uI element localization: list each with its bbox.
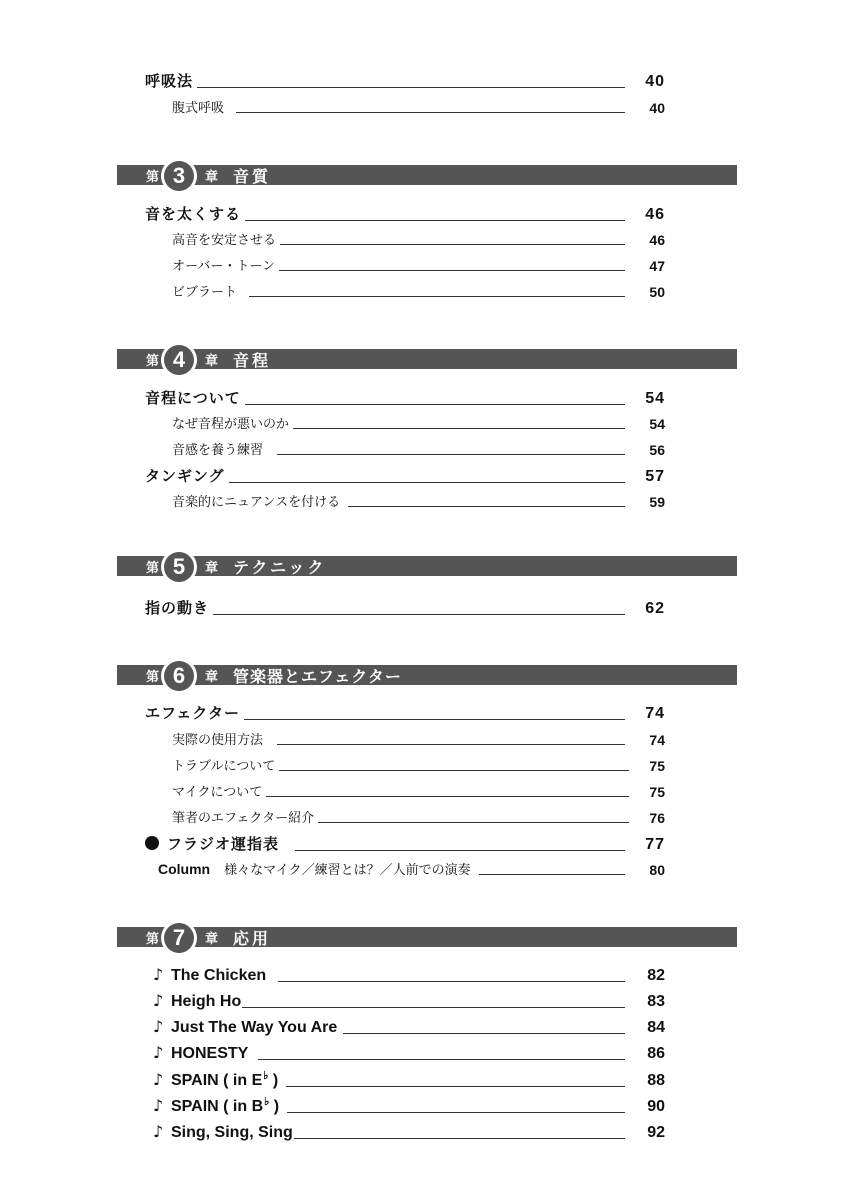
chapter-suffix: 章 (205, 560, 219, 576)
chapter-suffix: 章 (205, 931, 219, 947)
page-number: 80 (649, 862, 665, 878)
entry-title (153, 1069, 278, 1090)
song-title: SPAIN ( in E (171, 1072, 263, 1089)
page-number: 74 (649, 732, 665, 748)
chapter-header (117, 347, 737, 372)
toc-subentry[interactable] (172, 97, 665, 116)
entry-title: トラブルについて (172, 759, 276, 774)
music-note-icon: ♪ (153, 1043, 164, 1062)
leader-line (294, 1138, 625, 1139)
page-number: 88 (647, 1072, 665, 1089)
column-title: 様々なマイク／練習とは？／人前での演奏 (224, 863, 471, 878)
toc-entry[interactable] (145, 203, 665, 224)
chapter-number-badge (161, 158, 197, 194)
song-title-close: ) (268, 1072, 279, 1089)
leader-line (213, 614, 625, 615)
chapter-number-badge (161, 549, 197, 585)
page-number: 86 (647, 1045, 665, 1062)
entry-title: 音程について (145, 389, 241, 407)
chapter-prefix: 第 (146, 931, 160, 947)
toc-subentry[interactable] (172, 729, 665, 748)
leader-line (286, 1086, 625, 1087)
leader-line (279, 770, 629, 771)
chapter-number: 6 (164, 661, 194, 691)
toc-subentry[interactable] (172, 255, 665, 274)
page-number: 75 (649, 758, 665, 774)
leader-line (242, 1007, 625, 1008)
chapter-number-badge (161, 342, 197, 378)
toc-subentry[interactable] (172, 781, 665, 800)
song-entry[interactable] (153, 965, 665, 985)
song-entry[interactable] (153, 1122, 665, 1142)
page-number: 47 (649, 258, 665, 274)
music-note-icon: ♪ (153, 1017, 164, 1036)
leader-line (293, 428, 625, 429)
page-number: 56 (649, 442, 665, 458)
flat-symbol: ♭ (264, 1096, 270, 1108)
entry-title (153, 991, 241, 1011)
chapter-number: 3 (164, 161, 194, 191)
leader-line (258, 1059, 625, 1060)
entry-title: なぜ音程が悪いのか (172, 417, 290, 432)
leader-line (245, 220, 625, 221)
music-note-icon: ♪ (153, 1070, 164, 1089)
leader-line (249, 296, 625, 297)
toc-entry[interactable] (145, 387, 665, 408)
song-title-close: ) (269, 1098, 280, 1115)
entry-title (153, 1095, 279, 1116)
chapter-suffix: 章 (205, 669, 219, 685)
chapter-title: テクニック (233, 557, 327, 577)
chapter-suffix: 章 (205, 353, 219, 369)
leader-line (479, 874, 625, 875)
chapter-prefix: 第 (146, 169, 160, 185)
song-title: HONESTY (171, 1045, 249, 1062)
song-entry[interactable] (153, 1069, 665, 1090)
page-number: 77 (645, 836, 665, 853)
toc-entry[interactable] (145, 833, 665, 854)
entry-title (153, 1043, 248, 1063)
chapter-prefix: 第 (146, 353, 160, 369)
chapter-header (117, 925, 737, 950)
entry-title (158, 859, 471, 878)
entry-title: 音感を養う練習 (172, 443, 264, 458)
column-label: Column (158, 861, 211, 877)
toc-subentry[interactable] (172, 281, 665, 300)
entry-title: 実際の使用方法 (172, 733, 264, 748)
leader-line (197, 87, 625, 88)
entry-title: 指の動き (145, 599, 210, 617)
music-note-icon: ♪ (153, 1096, 164, 1115)
page-number: 62 (645, 600, 665, 617)
song-title: Heigh Ho (171, 993, 242, 1010)
toc-entry[interactable] (145, 702, 665, 723)
entry-title: エフェクター (145, 704, 240, 722)
song-title: Sing, Sing, Sing (171, 1124, 293, 1141)
toc-subentry[interactable] (172, 229, 665, 248)
entry-title: オーバー・トーン (172, 259, 276, 274)
chapter-number: 4 (164, 345, 194, 375)
flat-symbol: ♭ (263, 1070, 269, 1082)
page-number: 46 (645, 206, 665, 223)
song-entry[interactable] (153, 1095, 665, 1116)
leader-line (287, 1112, 625, 1113)
entry-title (153, 965, 266, 985)
entry-title-text: フラジオ運指表 (167, 835, 280, 853)
entry-title: 呼吸法 (145, 72, 194, 90)
toc-subentry[interactable] (172, 491, 665, 510)
chapter-header (117, 663, 737, 688)
song-entry[interactable] (153, 1017, 665, 1037)
chapter-title: 管楽器とエフェクター (233, 666, 402, 686)
chapter-number: 7 (164, 923, 194, 953)
chapter-title: 音質 (233, 166, 272, 186)
leader-line (348, 506, 625, 507)
page-number: 75 (649, 784, 665, 800)
toc-subentry[interactable] (172, 439, 665, 458)
chapter-prefix: 第 (146, 669, 160, 685)
page-number: 54 (649, 416, 665, 432)
page-number: 74 (645, 705, 665, 722)
entry-title: 高音を安定させる (172, 233, 277, 248)
page-number: 90 (647, 1098, 665, 1115)
page-number: 83 (647, 993, 665, 1010)
song-entry[interactable] (153, 991, 665, 1011)
page-number: 40 (645, 73, 665, 90)
music-note-icon: ♪ (153, 965, 164, 984)
toc-subentry[interactable] (172, 413, 665, 432)
page-number: 50 (649, 284, 665, 300)
leader-line (277, 744, 625, 745)
chapter-number: 5 (164, 552, 194, 582)
chapter-title: 応用 (233, 928, 272, 948)
music-note-icon: ♪ (153, 1122, 164, 1141)
chapter-header (117, 163, 737, 188)
song-title: SPAIN ( in B (171, 1098, 264, 1115)
toc-subentry[interactable] (172, 755, 665, 774)
page-number: 76 (649, 810, 665, 826)
leader-line (343, 1033, 625, 1034)
chapter-number-badge (161, 920, 197, 956)
leader-line (236, 112, 625, 113)
entry-title: 腹式呼吸 (172, 101, 225, 116)
song-entry[interactable] (153, 1043, 665, 1063)
leader-line (244, 719, 625, 720)
entry-title: ビブラート (172, 285, 238, 300)
bullet-icon (145, 836, 159, 850)
chapter-prefix: 第 (146, 560, 160, 576)
leader-line (277, 454, 625, 455)
entry-title (153, 1017, 337, 1037)
leader-line (229, 482, 625, 483)
leader-line (245, 404, 625, 405)
page-number: 59 (649, 494, 665, 510)
entry-title: 音楽的にニュアンスを付ける (172, 495, 341, 510)
page-number: 84 (647, 1019, 665, 1036)
leader-line (295, 850, 625, 851)
page-number: 54 (645, 390, 665, 407)
page-number: 40 (649, 100, 665, 116)
page-number: 46 (649, 232, 665, 248)
page-number: 57 (645, 468, 665, 485)
leader-line (318, 822, 629, 823)
entry-title (145, 833, 279, 854)
entry-title: 音を太くする (145, 205, 242, 223)
leader-line (280, 244, 625, 245)
entry-title: マイクについて (172, 785, 263, 800)
song-title: Just The Way You Are (171, 1019, 338, 1036)
entry-title (153, 1122, 293, 1142)
toc-entry[interactable] (145, 597, 665, 618)
toc-column-entry[interactable] (158, 859, 665, 878)
chapter-number-badge (161, 658, 197, 694)
leader-line (279, 270, 625, 271)
toc-subentry[interactable] (172, 807, 665, 826)
song-title: The Chicken (171, 967, 267, 984)
chapter-suffix: 章 (205, 169, 219, 185)
chapter-header (117, 554, 737, 579)
leader-line (278, 981, 625, 982)
toc-entry[interactable] (145, 465, 665, 486)
entry-title: タンギング (145, 467, 225, 485)
page-number: 82 (647, 967, 665, 984)
music-note-icon: ♪ (153, 991, 164, 1010)
chapter-title: 音程 (233, 350, 272, 370)
leader-line (266, 796, 629, 797)
toc-entry[interactable] (145, 70, 665, 91)
page-number: 92 (647, 1124, 665, 1141)
entry-title: 筆者のエフェクター紹介 (172, 811, 315, 826)
